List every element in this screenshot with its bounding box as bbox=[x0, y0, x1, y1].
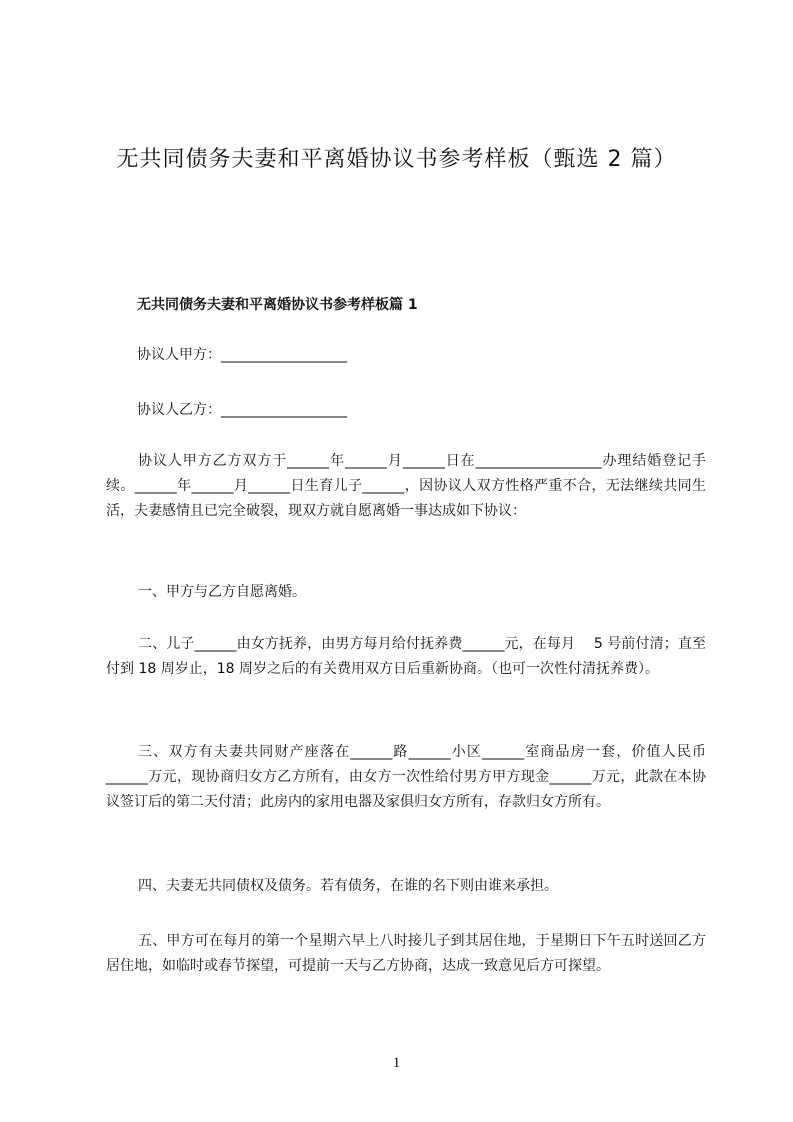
clause-3: 三、双方有夫妻共同财产座落在______路______小区______室商品房一套，价值人民币______万元，现协商归女方乙方所有，由女方一次性给付男方甲方现金______万元，此款在本协议签订后的第二天付清；此房内的家用电器及家俱归女方所有，存款归女方所有。 bbox=[106, 744, 706, 810]
page-number: 1 bbox=[392, 1055, 401, 1071]
party-b-line: 协议人乙方：__________________ bbox=[137, 402, 347, 418]
section-title: 无共同债务夫妻和平离婚协议书参考样板篇 1 bbox=[137, 297, 418, 313]
clause-5: 五、甲方可在每月的第一个星期六早上八时接儿子到其居住地，于星期日下午五时送回乙方居住地，如临时或春节探望，可提前一天与乙方协商，达成一致意见后方可探望。 bbox=[106, 933, 706, 974]
intro-paragraph: 协议人甲方乙方双方于______年______月______日在__________________办理结婚登记手续。______年______月______日生育儿子______，因协议人双方性格严重不合，无法继续共同生活，夫妻感情且已完全破裂，现双方就自愿离婚一事达成如下协议： bbox=[106, 453, 706, 519]
clause-2: 二、儿子______由女方抚养，由男方每月给付抚养费______元，在每月 5 号前付清；直至付到 18 周岁止，18 周岁之后的有关费用双方日后重新协商。（也可一次性付清抚养费）。 bbox=[106, 636, 706, 677]
clause-4: 四、夫妻无共同债权及债务。若有债务，在谁的名下则由谁来承担。 bbox=[138, 878, 558, 894]
document-title: 无共同债务夫妻和平离婚协议书参考样板（甄选 2 篇） bbox=[116, 147, 677, 172]
party-a-line: 协议人甲方：__________________ bbox=[137, 347, 347, 363]
clause-1: 一、甲方与乙方自愿离婚。 bbox=[138, 584, 306, 600]
